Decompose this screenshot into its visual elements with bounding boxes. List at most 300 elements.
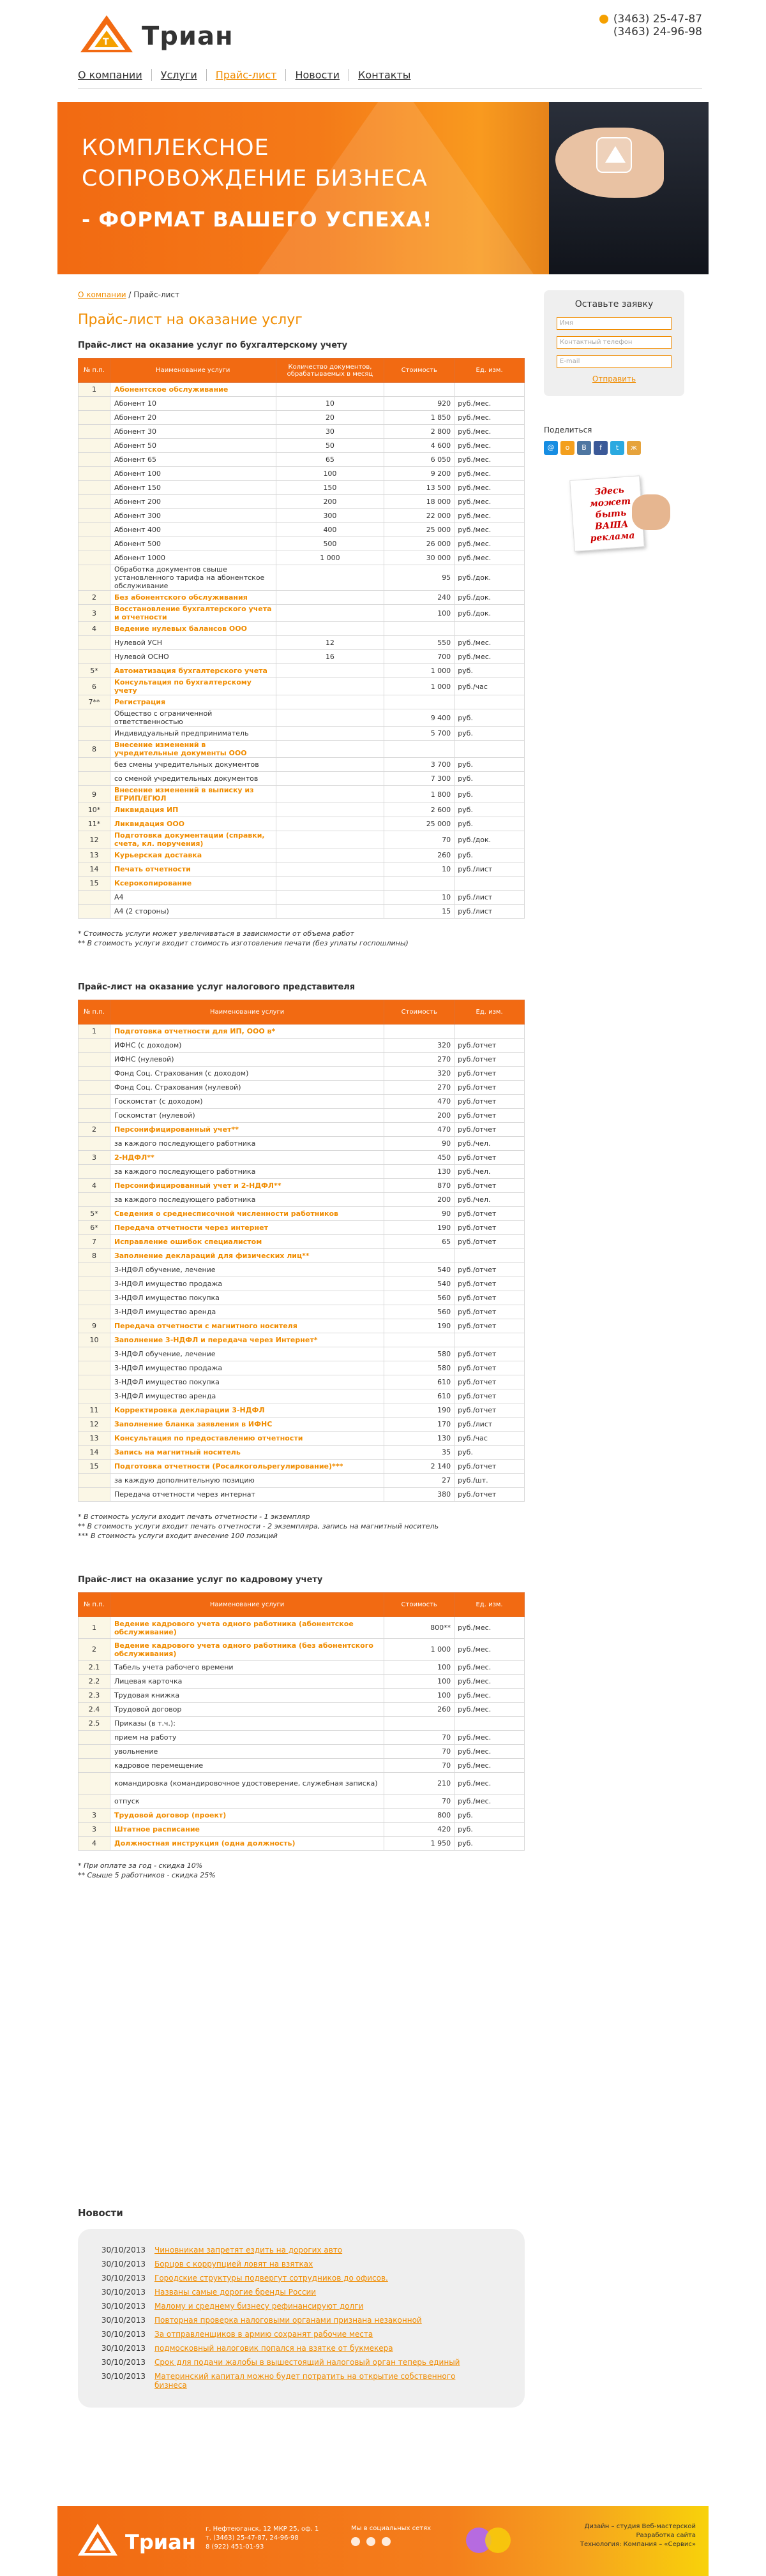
- table-cell: А4 (2 стороны): [110, 905, 276, 919]
- table-cell: 2.2: [79, 1675, 110, 1689]
- table-cell: 50: [276, 439, 384, 453]
- table-cell: без смены учредительных документов: [110, 758, 276, 772]
- table-cell: Индивидуальный предприниматель: [110, 727, 276, 741]
- table-cell: 9 200: [384, 467, 454, 481]
- price-table-note: * В стоимость услуги входит печать отчетности - 1 экземпляр: [78, 1513, 310, 1521]
- table-cell: руб./мес.: [454, 1675, 525, 1689]
- table-cell: 300: [276, 509, 384, 523]
- table-cell: [276, 664, 384, 678]
- footer-dev-line[interactable]: Дизайн – студия Веб-мастерской: [584, 2523, 696, 2530]
- news-list: [78, 2229, 525, 2408]
- table-cell: 190: [384, 1403, 454, 1418]
- table-cell: 260: [384, 1703, 454, 1717]
- table-cell: Абонент 150: [110, 481, 276, 495]
- vkontakte-icon[interactable]: [351, 2537, 360, 2546]
- logo[interactable]: [78, 13, 234, 57]
- table-cell: руб./отчет: [454, 1235, 525, 1249]
- nav-item-contacts[interactable]: Контакты: [349, 69, 419, 81]
- table-cell: 470: [384, 1123, 454, 1137]
- table-cell: руб./отчет: [454, 1277, 525, 1291]
- table-cell: руб.: [454, 727, 525, 741]
- table-cell: 15: [384, 905, 454, 919]
- table-cell: Автоматизация бухгалтерского учета: [110, 664, 276, 678]
- table-row: [79, 678, 525, 695]
- table-cell: руб.: [454, 786, 525, 803]
- table-cell: 13: [79, 1432, 110, 1446]
- table-cell: 320: [384, 1039, 454, 1053]
- table-cell: [276, 709, 384, 727]
- table-header-cell: Стоимость: [384, 359, 454, 383]
- table-cell: Трудовой договор: [110, 1703, 384, 1717]
- table-cell: руб./док.: [454, 831, 525, 848]
- table-cell: Абонент 1000: [110, 551, 276, 565]
- table-header-cell: Стоимость: [384, 1593, 454, 1617]
- table-row: [79, 1745, 525, 1759]
- mail-ru-icon[interactable]: @: [544, 441, 558, 455]
- table-header-cell: Ед. изм.: [454, 1000, 525, 1025]
- table-cell: [79, 1361, 110, 1375]
- table-cell: 1 000: [276, 551, 384, 565]
- table-cell: за каждого последующего работника: [110, 1193, 384, 1207]
- phone-row: [599, 13, 702, 26]
- table-row: [79, 1823, 525, 1837]
- footer-logo[interactable]: [77, 2522, 204, 2561]
- table-row: [79, 1221, 525, 1235]
- news-item: [78, 2369, 525, 2392]
- table-cell: руб./чел.: [454, 1193, 525, 1207]
- table-cell: 10: [79, 1333, 110, 1347]
- table-cell: 7: [79, 1235, 110, 1249]
- table-cell: 5*: [79, 1207, 110, 1221]
- table-row: [79, 1235, 525, 1249]
- table-cell: 7**: [79, 695, 110, 709]
- table-row: [79, 877, 525, 891]
- table-cell: руб./мес.: [454, 1639, 525, 1661]
- table-cell: [454, 741, 525, 758]
- table-cell: руб./мес.: [454, 425, 525, 439]
- table-cell: [79, 905, 110, 919]
- news-link[interactable]: Городские структуры подвергут сотрудников до офисов.: [154, 2274, 388, 2283]
- table-cell: 15: [79, 1460, 110, 1474]
- table-row: [79, 551, 525, 565]
- table-cell: руб.: [454, 1809, 525, 1823]
- site-header: [57, 0, 709, 102]
- table-cell: руб./мес.: [454, 439, 525, 453]
- table-cell: 4: [79, 622, 110, 636]
- table-cell: [454, 695, 525, 709]
- table-row: [79, 862, 525, 877]
- table-cell: [79, 1291, 110, 1305]
- table-cell: 1 850: [384, 411, 454, 425]
- table-cell: 1 000: [384, 1639, 454, 1661]
- table-cell: [276, 727, 384, 741]
- nav-item-pricelist[interactable]: Прайс-лист: [206, 69, 286, 81]
- table-cell: руб./час: [454, 1432, 525, 1446]
- table-cell: [79, 565, 110, 591]
- table-cell: руб./отчет: [454, 1123, 525, 1137]
- table-cell: 18 000: [384, 495, 454, 509]
- table-cell: Ведение кадрового учета одного работника (абонентское обслуживание): [110, 1617, 384, 1639]
- submit-button[interactable]: Отправить: [592, 374, 636, 383]
- table-header-row: [79, 359, 525, 383]
- table-cell: Абонент 300: [110, 509, 276, 523]
- email-input[interactable]: Е-mail: [557, 355, 672, 368]
- table-cell: 1 000: [384, 678, 454, 695]
- table-cell: [79, 411, 110, 425]
- table-cell: 3: [79, 605, 110, 622]
- table-cell: 70: [384, 1795, 454, 1809]
- price-table-notes: [78, 1861, 525, 1880]
- table-cell: Сведения о среднесписочной численности работников: [110, 1207, 384, 1221]
- table-cell: ИФНС (нулевой): [110, 1053, 384, 1067]
- table-header-cell: Наименование услуги: [110, 1000, 384, 1025]
- news-item: [78, 2299, 525, 2313]
- table-cell: Ведение кадрового учета одного работника (без абонентского обслуживания): [110, 1639, 384, 1661]
- table-cell: Передача отчетности через интернет: [110, 1221, 384, 1235]
- table-cell: [79, 636, 110, 650]
- table-cell: 90: [384, 1207, 454, 1221]
- table-cell: руб./отчет: [454, 1053, 525, 1067]
- table-cell: руб./отчет: [454, 1305, 525, 1319]
- table-row: [79, 1193, 525, 1207]
- vkontakte-icon[interactable]: В: [577, 441, 591, 455]
- table-cell: Подготовка отчетности (Росалкогольрегулирование)***: [110, 1460, 384, 1474]
- table-cell: 2 800: [384, 425, 454, 439]
- table-row: [79, 905, 525, 919]
- table-cell: 540: [384, 1263, 454, 1277]
- table-cell: Ликвидация ООО: [110, 817, 276, 831]
- table-row: [79, 1731, 525, 1745]
- footer-address-line: г. Нефтеюганск, 12 МКР 25, оф. 1: [206, 2526, 319, 2533]
- nav-item-about[interactable]: О компании: [78, 69, 142, 81]
- table-cell: 150: [276, 481, 384, 495]
- table-cell: руб./мес.: [454, 1661, 525, 1675]
- table-header-cell: № п.п.: [79, 1593, 110, 1617]
- table-cell: Госкомстат (с доходом): [110, 1095, 384, 1109]
- table-cell: 200: [276, 495, 384, 509]
- table-cell: 400: [276, 523, 384, 537]
- table-cell: 2 600: [384, 803, 454, 817]
- twitter-icon[interactable]: t: [610, 441, 624, 455]
- table-cell: 13: [79, 848, 110, 862]
- table-cell: 3-НДФЛ имущество аренда: [110, 1389, 384, 1403]
- table-cell: [79, 523, 110, 537]
- table-cell: 580: [384, 1347, 454, 1361]
- news-item: [78, 2341, 525, 2355]
- table-cell: Абонент 100: [110, 467, 276, 481]
- footer-social-icons: [351, 2537, 431, 2546]
- table-row: [79, 786, 525, 803]
- table-row: [79, 1361, 525, 1375]
- price-table-title: Прайс-лист на оказание услуг по кадровому учету: [78, 1575, 323, 1585]
- table-cell: 210: [384, 1773, 454, 1795]
- table-row: [79, 1165, 525, 1179]
- nav-item-services[interactable]: Услуги: [151, 69, 206, 81]
- footer-dev-line[interactable]: Разработка сайта: [636, 2532, 696, 2539]
- table-cell: 3: [79, 1823, 110, 1837]
- table-cell: [79, 1109, 110, 1123]
- table-row: [79, 537, 525, 551]
- odnoklassniki-icon[interactable]: о: [560, 441, 574, 455]
- table-row: [79, 727, 525, 741]
- news-title: Новости: [78, 2207, 123, 2219]
- table-cell: Госкомстат (нулевой): [110, 1109, 384, 1123]
- table-row: [79, 1207, 525, 1221]
- table-row: [79, 1488, 525, 1502]
- facebook-icon[interactable]: [382, 2537, 391, 2546]
- table-row: [79, 1263, 525, 1277]
- news-date: 30/10/2013: [101, 2274, 146, 2283]
- footer-logo-triangle-icon: [77, 2522, 119, 2557]
- price-table-title: Прайс-лист на оказание услуг налогового представителя: [78, 982, 356, 992]
- price-table-notes: [78, 929, 525, 948]
- table-row: [79, 1375, 525, 1389]
- table-cell: [79, 772, 110, 786]
- table-cell: [276, 622, 384, 636]
- news-link[interactable]: Повторная проверка налоговыми органами признана незаконной: [154, 2316, 422, 2325]
- table-cell: руб./отчет: [454, 1403, 525, 1418]
- news-link[interactable]: За отправленщиков в армию сохранят рабочие места: [154, 2330, 373, 2339]
- news-link[interactable]: Материнский капитал можно будет потратить на открытие собственного бизнеса: [154, 2372, 456, 2390]
- table-cell: руб./шт.: [454, 1474, 525, 1488]
- table-cell: [79, 467, 110, 481]
- table-cell: Трудовая книжка: [110, 1689, 384, 1703]
- price-table: [78, 1592, 525, 1851]
- table-cell: 100: [384, 1661, 454, 1675]
- table-row: [79, 481, 525, 495]
- table-cell: 13 500: [384, 481, 454, 495]
- table-cell: [454, 622, 525, 636]
- table-cell: 70: [384, 1759, 454, 1773]
- table-row: [79, 1689, 525, 1703]
- news-item: [78, 2271, 525, 2285]
- table-cell: Штатное расписание: [110, 1823, 384, 1837]
- table-cell: руб./отчет: [454, 1291, 525, 1305]
- table-cell: [276, 877, 384, 891]
- table-cell: 2-НДФЛ**: [110, 1151, 384, 1165]
- table-cell: руб./отчет: [454, 1081, 525, 1095]
- table-cell: руб./отчет: [454, 1095, 525, 1109]
- table-cell: руб./мес.: [454, 509, 525, 523]
- table-cell: 190: [384, 1221, 454, 1235]
- table-cell: ИФНС (с доходом): [110, 1039, 384, 1053]
- table-cell: Трудовой договор (проект): [110, 1809, 384, 1823]
- table-cell: [79, 1745, 110, 1759]
- table-cell: руб.: [454, 817, 525, 831]
- ad-text: Здесь может быть ВАША реклама: [589, 485, 635, 544]
- table-row: [79, 1809, 525, 1823]
- table-cell: 2: [79, 1123, 110, 1137]
- table-cell: Исправление ошибок специалистом: [110, 1235, 384, 1249]
- footer-mobile-line: 8 (922) 451-01-93: [206, 2543, 264, 2550]
- name-input[interactable]: Имя: [557, 317, 672, 330]
- table-row: [79, 383, 525, 397]
- table-cell: 12: [79, 831, 110, 848]
- table-cell: 2.3: [79, 1689, 110, 1703]
- table-cell: 500: [276, 537, 384, 551]
- table-cell: Ксерокопирование: [110, 877, 276, 891]
- table-cell: 22 000: [384, 509, 454, 523]
- table-cell: Абонент 20: [110, 411, 276, 425]
- table-row: [79, 1759, 525, 1773]
- table-cell: [276, 772, 384, 786]
- table-row: [79, 1389, 525, 1403]
- table-row: [79, 1703, 525, 1717]
- table-cell: 65: [276, 453, 384, 467]
- table-row: [79, 1639, 525, 1661]
- table-cell: [79, 758, 110, 772]
- table-cell: [79, 1759, 110, 1773]
- table-cell: [454, 1333, 525, 1347]
- table-cell: руб./мес.: [454, 1795, 525, 1809]
- table-cell: 27: [384, 1474, 454, 1488]
- phone-input[interactable]: Контактный телефон: [557, 336, 672, 349]
- table-cell: 3-НДФЛ имущество продажа: [110, 1361, 384, 1375]
- main-content: [78, 290, 525, 1880]
- table-cell: руб./мес.: [454, 551, 525, 565]
- table-cell: [79, 1731, 110, 1745]
- news-item: [78, 2327, 525, 2341]
- table-row: [79, 1025, 525, 1039]
- table-cell: [276, 848, 384, 862]
- table-cell: 3-НДФЛ обучение, лечение: [110, 1263, 384, 1277]
- table-cell: [276, 803, 384, 817]
- table-cell: 130: [384, 1432, 454, 1446]
- table-row: [79, 664, 525, 678]
- table-cell: [79, 1305, 110, 1319]
- table-cell: Абонент 200: [110, 495, 276, 509]
- twitter-icon[interactable]: [366, 2537, 375, 2546]
- table-cell: Передача отчетности через интернат: [110, 1488, 384, 1502]
- table-cell: 95: [384, 565, 454, 591]
- table-cell: руб./лист: [454, 862, 525, 877]
- table-cell: [79, 1277, 110, 1291]
- table-cell: [276, 758, 384, 772]
- table-cell: руб./отчет: [454, 1361, 525, 1375]
- table-cell: [79, 1347, 110, 1361]
- table-cell: [276, 591, 384, 605]
- table-cell: руб./отчет: [454, 1109, 525, 1123]
- table-cell: 240: [384, 591, 454, 605]
- news-date: 30/10/2013: [101, 2330, 146, 2339]
- table-cell: [79, 1773, 110, 1795]
- table-cell: Фонд Соц. Страхования (с доходом): [110, 1067, 384, 1081]
- table-cell: 1: [79, 1025, 110, 1039]
- footer-dev-line: Технология: Компания – «Сервис»: [580, 2541, 696, 2548]
- table-cell: Абонент 50: [110, 439, 276, 453]
- table-cell: А4: [110, 891, 276, 905]
- table-cell: 12: [276, 636, 384, 650]
- table-cell: 9: [79, 786, 110, 803]
- logo-name: Триан: [142, 22, 234, 51]
- table-cell: 16: [276, 650, 384, 664]
- table-row: [79, 1403, 525, 1418]
- table-cell: [79, 1263, 110, 1277]
- table-cell: [79, 1389, 110, 1403]
- news-link[interactable]: Чиновникам запретят ездить на дорогих авто: [154, 2246, 343, 2254]
- table-row: [79, 453, 525, 467]
- table-cell: 6*: [79, 1221, 110, 1235]
- table-cell: Должностная инструкция (одна должность): [110, 1837, 384, 1851]
- news-link[interactable]: Малому и среднему бизнесу рефинансируют долги: [154, 2302, 364, 2311]
- phone-row: [599, 26, 702, 38]
- table-header-cell: Стоимость: [384, 1000, 454, 1025]
- table-cell: Ликвидация ИП: [110, 803, 276, 817]
- table-cell: Абонент 500: [110, 537, 276, 551]
- table-cell: 10: [384, 862, 454, 877]
- table-cell: 30 000: [384, 551, 454, 565]
- table-cell: 5*: [79, 664, 110, 678]
- table-cell: Подготовка отчетности для ИП, ООО в*: [110, 1025, 384, 1039]
- table-cell: [79, 1067, 110, 1081]
- table-cell: руб.: [454, 709, 525, 727]
- table-cell: 14: [79, 1446, 110, 1460]
- phone-1[interactable]: (3463) 25-47-87: [613, 13, 702, 26]
- table-cell: [276, 605, 384, 622]
- table-cell: 3: [79, 1151, 110, 1165]
- table-cell: Абонент 10: [110, 397, 276, 411]
- sidebar: [544, 290, 684, 552]
- table-cell: [79, 397, 110, 411]
- price-table-note: * При оплате за год - скидка 10%: [78, 1862, 203, 1870]
- table-row: [79, 1249, 525, 1263]
- nav-item-news[interactable]: Новости: [285, 69, 349, 81]
- table-cell: Общество с ограниченной ответственностью: [110, 709, 276, 727]
- table-cell: 2: [79, 591, 110, 605]
- breadcrumb-home[interactable]: О компании: [78, 290, 126, 299]
- table-row: [79, 411, 525, 425]
- table-cell: 2.1: [79, 1661, 110, 1675]
- table-row: [79, 1837, 525, 1851]
- table-cell: 12: [79, 1418, 110, 1432]
- table-cell: [384, 877, 454, 891]
- logo-triangle-icon: [78, 13, 135, 55]
- news-link[interactable]: Срок для подачи жалобы в вышестоящий налоговый орган теперь единый: [154, 2358, 460, 2367]
- table-cell: 2.4: [79, 1703, 110, 1717]
- table-cell: 3-НДФЛ обучение, лечение: [110, 1347, 384, 1361]
- table-cell: 3 700: [384, 758, 454, 772]
- table-row: [79, 1109, 525, 1123]
- table-cell: [79, 1095, 110, 1109]
- phone-2[interactable]: (3463) 24-96-98: [613, 26, 702, 38]
- news-link[interactable]: Борцов с коррупцией ловят на взятках: [154, 2260, 313, 2269]
- price-table-title: Прайс-лист на оказание услуг по бухгалтерскому учету: [78, 341, 348, 350]
- table-row: [79, 772, 525, 786]
- table-cell: [276, 741, 384, 758]
- table-cell: руб.: [454, 1446, 525, 1460]
- table-cell: руб./отчет: [454, 1460, 525, 1474]
- table-cell: 470: [384, 1095, 454, 1109]
- news-link[interactable]: подмосковный налоговик попался на взятке от букмекера: [154, 2344, 393, 2353]
- table-cell: отпуск: [110, 1795, 384, 1809]
- livejournal-icon[interactable]: ж: [627, 441, 641, 455]
- table-cell: [454, 1249, 525, 1263]
- table-row: [79, 509, 525, 523]
- table-row: [79, 1460, 525, 1474]
- table-cell: Передача отчетности с магнитного носителя: [110, 1319, 384, 1333]
- table-row: [79, 467, 525, 481]
- table-cell: руб.: [454, 664, 525, 678]
- table-cell: руб./отчет: [454, 1221, 525, 1235]
- ad-banner[interactable]: [563, 473, 665, 552]
- news-link[interactable]: Названы самые дорогие бренды России: [154, 2288, 317, 2297]
- page-title: Прайс-лист на оказание услуг: [78, 312, 303, 328]
- table-cell: [79, 1474, 110, 1488]
- table-cell: [79, 537, 110, 551]
- table-cell: 800: [384, 1809, 454, 1823]
- facebook-icon[interactable]: f: [594, 441, 608, 455]
- banner-slogan: - ФОРМАТ ВАШЕГО УСПЕХА!: [82, 207, 433, 232]
